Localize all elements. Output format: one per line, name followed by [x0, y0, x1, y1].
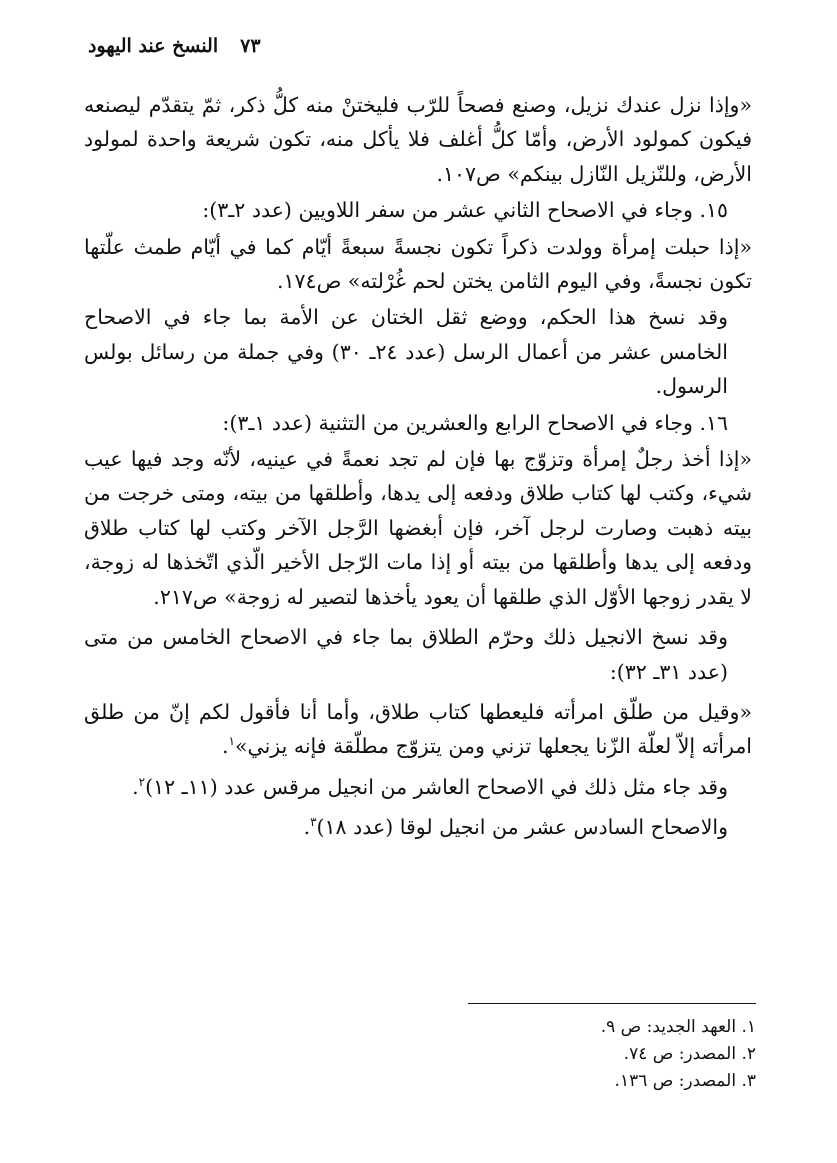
- paragraph-text: «إذا أخذ رجلٌ إمرأة وتزوّج بها فإن لم تجد نعمةً في عينيه، لأنّه وجد فيها عيب شيء، وكتب لها كتاب طلاق ودفعه إلى يدها، وأطلقها من بيته، ومتى خرجت من بيته ذهبت وصارت لرجل آخر، فإن أبغضها الرَّجل الآخر وكتب لها كتاب طلاق ودفعه إلى يدها وأطلقها من بيته أو إذا مات الرّجل الأخير الّذي اتّخذها له زوجة، لا يقدر زوجها الأوّل الذي طلقها أن يعود يأخذها لتصير له زوجة» ص٢١٧.: [84, 447, 752, 609]
- footnotes: [468, 1014, 756, 1095]
- paragraph: [84, 300, 752, 403]
- footnote-marker: ٣: [310, 815, 317, 830]
- paragraph-text: ١٦. وجاء في الاصحاح الرابع والعشرين من التثنية (عدد ١ـ٣):: [222, 410, 728, 435]
- main-text: [84, 88, 752, 847]
- paragraph: [84, 193, 752, 227]
- running-header: [88, 30, 750, 62]
- paragraph: [84, 442, 752, 614]
- paragraph: [84, 88, 752, 191]
- paragraph-text: «وإذا نزل عندك نزيل، وصنع فصحاً للرّب فليختنْ منه كلُّ ذكر، ثمّ يتقدّم ليصنعه فيكون كمولود الأرض، وأمّا كلُّ أغلف فلا يأكل منه، تكون شريعة واحدة لمولود الأرض، وللنّزيل النّازل بينكم» ص١٠٧.: [84, 93, 752, 186]
- footnote: ٢. المصدر: ص ٧٤.: [623, 1044, 756, 1064]
- paragraph: [84, 620, 752, 689]
- paragraph-text: ١٥. وجاء في الاصحاح الثاني عشر من سفر اللاويين (عدد ٢ـ٣):: [202, 198, 728, 223]
- paragraph-text: «وقيل من طلّق امرأته فليعطها كتاب طلاق، وأما أنا فأقول لكم إنّ من طلق امرأته إلاّ لعلّة الزّنا يجعلها تزني ومن يتزوّج مطلّقة فإنه يزني»: [84, 699, 752, 759]
- footnote-divider: [468, 1003, 756, 1004]
- paragraph-text: والاصحاح السادس عشر من انجيل لوقا (عدد ١٨): [316, 815, 728, 840]
- running-title: النسخ عند اليهود: [88, 35, 219, 57]
- paragraph-text: وقد نسخ الانجيل ذلك وحرّم الطلاق بما جاء في الاصحاح الخامس من متى (عدد ٣١ـ ٣٢):: [84, 625, 728, 684]
- paragraph: والاصحاح السادس عشر من انجيل لوقا (عدد ١٨)$^٣$.: [303, 815, 728, 840]
- paragraph: «وقيل من طلّق امرأته فليعطها كتاب طلاق، وأما أنا فأقول لكم إنّ من طلق امرأته إلاّ لعلّة الزّنا يجعلها تزني ومن يتزوّج مطلّقة فإنه يزني»$^١$.: [84, 699, 752, 759]
- footnote-marker: ٢: [138, 774, 146, 789]
- paragraph-text: وقد نسخ هذا الحكم، ووضع ثقل الختان عن الأمة بما جاء في الاصحاح الخامس عشر من أعمال الرسل (عدد ٢٤ـ ٣٠) وفي جملة من رسائل بولس الرسول.: [84, 305, 728, 399]
- page-number: ٧٣: [240, 35, 261, 57]
- paragraph: [84, 406, 752, 440]
- paragraph-text: وقد جاء مثل ذلك في الاصحاح العاشر من انجيل مرقس عدد (١١ـ ١٢): [145, 774, 728, 799]
- paragraph: وقد جاء مثل ذلك في الاصحاح العاشر من انجيل مرقس عدد (١١ـ ١٢)$^٢$.: [132, 774, 728, 799]
- footnote: ١. العهد الجديد: ص ٩.: [600, 1017, 756, 1037]
- footnote-marker: ١: [228, 734, 235, 749]
- footnote: ٣. المصدر: ص ١٣٦.: [614, 1071, 756, 1091]
- paragraph: [84, 230, 752, 299]
- paragraph-text: «إذا حبلت إمرأة وولدت ذكراً تكون نجسةً سبعةً أيّام كما في أيّام طمث علّتها تكون نجسةً، وفي اليوم الثامن يختن لحم غُرْلته» ص١٧٤.: [84, 234, 752, 294]
